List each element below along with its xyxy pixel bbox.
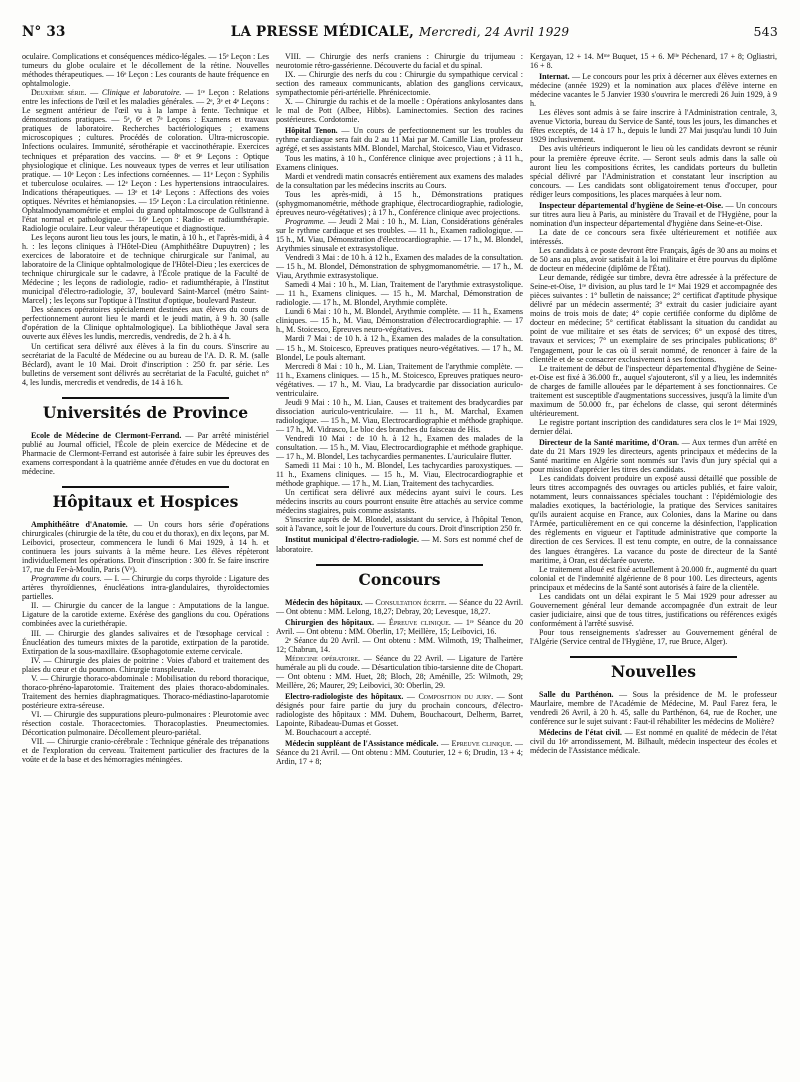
paragraph-lead-italic: Programme. [285, 216, 326, 226]
paragraph-lead-italic: Programme du cours. [31, 574, 102, 584]
paragraph: Vendredi 3 Mai : de 10 h. à 12 h., Examen des malades de la consultation. — 15 h., M. Blondel, Démonstration de sphygmomanométrie. — 17 h., M. Viau, Arythmie extrasystolique. [276, 253, 523, 281]
paragraph-lead: Inspecteur départemental d'hygiène de Seine-et-Oise. [539, 200, 724, 210]
paragraph: Tous les matins, à 10 h., Conférence clinique avec projections ; à 11 h., Examens cliniques. [276, 153, 523, 172]
paragraph-lead: Ecole de Médecine de Clermont-Ferrand. [31, 430, 182, 440]
paragraph: Jeudi 9 Mai : 10 h., M. Lian, Causes et traitement des bradycardies par dissociation auriculo-ventriculaire. — 11 h., M. Marchal, Examen radiologique. — 15 h., M. Viau, Electrocardiographie et méthode graphique. — 17 h., M. Vidrasco, Le bloc des branches du faisceau de His. [276, 397, 523, 434]
section-title: Nouvelles [610, 662, 696, 682]
paragraph-text: — Un cours hors série d'opérations chirurgicales (chirurgie de la tête, du cou et du thorax), en dix leçons, par M. Leibovici, prosecteur, commencera le lundi 6 Mai 1929, à 14 h. et continuera les jours suivants à la même heure. Les élèves répèteront individuellement les opérations. Droit d'inscription : 300 fr. Se faire inscrire 17, rue du Fer-à-Moulin, Paris (Vᵉ). [22, 519, 269, 575]
section-header [276, 564, 523, 590]
paragraph: Les candidats ont un délai expirant le 5 Mai 1929 pour adresser au Gouvernement général leur demande accompagnée d'un extrait de leur casier judiciaire, ainsi que de tous titres, justifications ou références exigés conformément à l'arrêté susvisé. [530, 591, 777, 628]
paragraph-text: — Sont désignés pour faire partie du jury du prochain concours, d'électro-radiologiste des hôpitaux : MM. Duhem, Bouchacourt, Delherm, Barret, Lapointe, Ribadeau-Dumas et Gosset. [276, 692, 523, 729]
paragraph-smallcaps: — Composition du jury. [406, 692, 494, 702]
paragraph-smallcaps: Médecine opératoire. [285, 653, 361, 663]
paragraph [276, 217, 523, 253]
journal-name: LA PRESSE MÉDICALE, [230, 24, 415, 40]
issue-date: Mercredi, 24 Avril 1929 [418, 25, 570, 39]
paragraph-lead: Electro-radiologiste des hôpitaux. [285, 692, 404, 702]
paragraph: Kergayan, 12 + 14. Mᵐᵉ Buquet, 15 + 6. Mˡˡᵉ Péchenard, 17 + 8; Ogliastri, 16 + 8. [530, 52, 777, 71]
paragraph-text: — Séance du 22 Avril. — Ligature de l'artère humérale au pli du coude. — Désarticulation tibio-tarsienne dite de Chopart. — Ont obtenu : MM. Huet, 28; Bloch, 28; Aménille, 25: Wilmoth, 29; Meillère, 26; Maurer, 29; Leibovici, 30: Oberlin, 29. [276, 653, 523, 690]
paragraph [530, 690, 777, 726]
section-header [22, 486, 269, 512]
paragraph: Les leçons auront lieu tous les jours, le matin, à 10 h., et l'après-midi, à 4 h. : les leçons cliniques à l'Hôtel-Dieu (Amphithéâtre Dupuytren) ; les exercices de laboratoire et de technique chirurgicale sur l'animal, au laboratoire de la Clinique ophtalmologique de l'Hôtel-Dieu ; les exercices de technique chirurgicale sur le cadavre, à l'École pratique de la Faculté de Médecine ; les leçons de radiologie, radio- et radiumthérapie, à l'Institut municipal d'électro-radiologie, 37, boulevard Saint-Marcel (métro Saint-Marcel) ; les leçons sur l'optique à l'Institut d'optique, boulevard Pasteur. [22, 232, 269, 306]
paragraph: Pour tous renseignements s'adresser au Gouvernement général de l'Algérie (Service central de l'Hygiène, 17, rue Bruce, Alger). [530, 627, 777, 646]
paragraph: Samedi 4 Mai : 10 h., M. Lian, Traitement de l'arythmie extrasystolique. — 11 h., Examens cliniques. — 15 h., M. Marchal, Démonstration de radiologie. — 17 h., M. Blondel, Arythmie complète. [276, 280, 523, 308]
paragraph [276, 737, 523, 766]
paragraph [22, 431, 269, 476]
paragraph: M. Bouchacourt a accepté. [285, 728, 372, 738]
paragraph-text: — 1ʳᵉ Leçon : Relations entre les infections de l'œil et les maladies générales. — 2ᵉ, 3ᵉ et 4ᵉ Leçons : Le segment antérieur de l'œil vu à la lampe à fente. Technique et démonstrations pratiques. — 5ᵉ, 6ᵉ et 7ᵉ Leçons : Examens et travaux pratiques de laboratoire. Recherches bactériologiques ; examens microscopiques ; cultures. Procédés de coloration. Ultra-microscopie. Infections oculaires. Immunité, sérothérapie et vaccinothérapie. Exercices techniques et préparation des vaccins. — 8ᵉ et 9ᵉ Leçons : Optique physiologique et clinique. Les nouveaux types de verres et leur utilisation pratique. — 10ᵉ Leçon : Les infections cornéennes. — 11ᵉ Leçon : Syphilis et tuberculose oculaires. — 12ᵉ Leçon : Les hypertensions intraoculaires. Indications thérapeutiques. — 13ᵉ et 14ᵉ Leçons : Affections des voies optiques. Névrites et hémianopsies. — 15ᵉ Leçon : La circulation rétinienne. Ophtalmodynamométrie et emploi du grand ophtalmoscope de Gullstrand à l'état normal et pathologique. — 16ᵉ Leçon : Radio- et radiumthérapie. Radiologie oculaire. Leur valeur thérapeutique et diagnostique. [22, 88, 269, 233]
paragraph-text: — Un cours de perfectionnement sur les troubles du rythme cardiaque sera fait du 2 au 11 Mai par M. Camille Lian, professeur agrégé, et ses assistants MM. Blondel, Marchal, Stoicesco, Viau et Vidrasco. [276, 126, 523, 154]
section-rule [62, 486, 229, 488]
paragraph: IV. — Chirurgie des plaies de poitrine : Voies d'abord et traitement des plaies du cœur et du poumon. Chirurgie transpleurale. [22, 655, 269, 674]
paragraph-text: — Est nommé en qualité de médecin de l'état civil du 16ᵉ arrondissement, M. Bilhault, médecin inspecteur des écoles et médecin de l'Assistance médicale. [530, 728, 777, 756]
paragraph-lead: Médecin des hôpitaux. [285, 597, 363, 607]
paragraph: Vendredi 10 Mai : de 10 h. à 12 h., Examen des malades de la consultation. — 15 h., M. Viau, Electrocardiographie et méthode graphique. — 17 h., M. Blondel, Les tachycardies permanentes. L'auriculaire flutter. [276, 433, 523, 462]
page-header [22, 24, 778, 42]
section-header [22, 397, 269, 423]
paragraph: oculaire. Complications et conséquences médico-légales. — 15ᵉ Leçon : Les tumeurs du globe oculaire et le décollement de la rétine. Nouvelles méthodes thérapeutiques. — 16ᵉ Leçon : Les courants de haute fréquence en ophtalmologie. [22, 52, 269, 89]
paragraph [530, 436, 777, 474]
paragraph-lead: Amphithéâtre d'Anatomie. [31, 519, 128, 529]
paragraph: Tous les après-midi, à 15 h., Démonstrations pratiques (sphygmomanométrie, méthode graphique, électrocardiographie, radiologie, épreuves neuro-végétatives) ; à 17 h., Conférence clinique avec projections. [276, 189, 523, 217]
paragraph [276, 533, 523, 553]
section-title: Concours [358, 569, 441, 589]
section-title: Hôpitaux et Hospices [52, 491, 239, 511]
column-2 [276, 52, 523, 1070]
paragraph: Le registre portant inscription des candidatures sera clos le 1ᵉʳ Mai 1929, dernier délai. [530, 417, 777, 436]
paragraph: Les candidats doivent produire un exposé aussi détaillé que possible de leurs titres accompagnés des ouvrages ou articles publiés, et faire valoir, notamment, leurs connaissances spéciales touchant : l'épidémiologie des maladies exotiques, la bactériologie, la pratique des Services sanitaires qu'ils auraient acquise en France, aux Colonies, dans la Marine ou dans l'Armée, particulièrement en ce qui concerne la désinfection, l'application des règlements en vigueur et l'aptitude administrative que comporte la direction de ces Services. Il est tenu compte, en outre, de la connaissance des langues étrangères. La vacance du poste de directeur de la Santé maritime, à Oran, est déclarée ouverte. [530, 474, 777, 565]
paragraph: Mercredi 8 Mai : 10 h., M. Lian, Traitement de l'arythmie complète. — 11 h., Examens cliniques. — 15 h., M. Stoicesco, Epreuves pratiques neuro-végétatives. — 17 h., M. Viau, La bradycardie par dissociation auriculo-ventriculaire. [276, 361, 523, 398]
paragraph: IX. — Chirurgie des nerfs du cou : Chirurgie du sympathique cervical : section des rameaux communicants, ablation des ganglions cervicaux, sympathectomie péri-artérielle. Phrénicectomie. [276, 70, 523, 98]
paragraph: Leur demande, rédigée sur timbre, devra être adressée à la préfecture de Seine-et-Oise, 1ʳᵉ division, au plus tard le 1ᵉʳ Mai 1929 et accompagnée des pièces suivantes : 1° bulletin de naissance; 2° certificat d'aptitude physique délivré par un médecin assermenté; 3° extrait du casier judiciaire ayant moins de trois mois de date; 4° copie certifiée conforme du diplôme de docteur en médecine; 5° certificat établissant la situation du candidat au point de vue militaire et ses états de services; 6° un exposé des titres, travaux et services; 7° un exemplaire de ses principales publications; 8° l'engagement, pour le cas où il serait nommé, de renoncer à faire de la clientèle et de se consacrer exclusivement à ses fonctions. [530, 273, 777, 364]
paragraph: Mardi 7 Mai : de 10 h. à 12 h., Examen des malades de la consultation. — 15 h., M. Stoicesco, Epreuves pratiques neuro-végétatives. — 17 h., M. Blondel, Le pouls alternant. [276, 334, 523, 362]
paragraph: Les candidats à ce poste devront être Français, âgés de 30 ans au moins et de 50 ans au plus, avoir satisfait à la loi militaire et être pourvus du diplôme de docteur en médecine (diplôme de l'État). [530, 245, 777, 274]
paragraph-text: — Séance du 22 Avril. — Ont obtenu : MM. Lelong, 18,27; Debray, 20; Levesque, 18,27. [276, 597, 523, 616]
section-rule [316, 564, 483, 566]
paragraph-text: — Par arrêté ministériel publié au Journal officiel, l'École de plein exercice de Médecine et de Pharmacie de Clermont-Ferrand est autorisée à faire subir les épreuves des examens correspondant à la quatrième année d'études en vue du doctorat en médecine. [22, 430, 269, 476]
newspaper-title [22, 24, 778, 40]
paragraph-smallcaps: — Consultation écrite. [364, 597, 447, 607]
paragraph: VII. — Chirurgie cranio-cérébrale : Technique générale des trépanations et de l'exploration du cerveau. Traitement particulier des fractures de la voûte et de la base et des hémorragies méningées. [22, 737, 269, 765]
paragraph: Un certificat sera délivré aux élèves à la fin du cours. S'inscrire au secrétariat de la Faculté de Médecine ou au bureau de l'A. D. R. M. (salle Béclard), avant le 10 Mai. Droit d'inscription : 250 fr. par série. Les bulletins de versement sont délivrés au secrétariat de la Faculté, guichet n° 4, les lundis, mercredis et vendredis, de 14 à 16 h. [22, 341, 269, 387]
paragraph: Samedi 11 Mai : 10 h., M. Blondel, Les tachycardies paroxystiques. — 11 h., Examens cliniques. — 15 h., M. Viau, Electrocardiographie et méthode graphique. — 17 h., M. Lian, Traitement des tachycardies. [276, 461, 523, 489]
paragraph [530, 70, 777, 108]
paragraph-lead: Médecin suppléant de l'Assistance médicale. [285, 739, 439, 749]
paragraph-text: — Un concours sur titres aura lieu à Paris, au ministère du Travail et de l'Hygiène, pour la nomination d'un inspecteur départemental d'hygiène dans Seine-et-Oise. [530, 200, 777, 228]
paragraph: Deuxième série. — Clinique et laboratoire. — 1ʳᵉ Leçon : Relations entre les infections de l'œil et les maladies générales. — 2ᵉ, 3ᵉ et 4ᵉ Leçons : Le segment antérieur de l'œil vu à la lampe à fente. Technique et démonstrations pratiques. — 5ᵉ, 6ᵉ et 7ᵉ Leçons : Examens et travaux pratiques de laboratoire. Recherches bactériologiques ; examens microscopiques ; cultures. Procédés de coloration. Ultra-microscopie. Infections oculaires. Immunité, sérothérapie et vaccinothérapie. Exercices techniques et préparation des vaccins. — 8ᵉ et 9ᵉ Leçons : Optique physiologique et clinique. Les nouveaux types de verres et leur utilisation pratique. — 10ᵉ Leçon : Les infections cornéennes. — 11ᵉ Leçon : Syphilis et tuberculose oculaires. — 12ᵉ Leçon : Les hypertensions intraoculaires. Indications thérapeutiques. — 13ᵉ et 14ᵉ Leçons : Affections des voies optiques. Névrites et hémianopsies. — 15ᵉ Leçon : La circulation rétinienne. Ophtalmodynamométrie et emploi du grand ophtalmoscope de Gullstrand à l'état normal et pathologique. — 16ᵉ Leçon : Radio- et radiumthérapie. Radiologie oculaire. Leur valeur thérapeutique et diagnostique. [22, 88, 269, 233]
paragraph-lead: Salle du Parthénon. [539, 690, 614, 700]
paragraph-lead-italic: Clinique et laboratoire. [101, 88, 182, 98]
paragraph-lead: Médecins de l'état civil. [539, 728, 622, 738]
issue-number: N° 33 [22, 24, 66, 40]
paragraph: VI. — Chirurgie des suppurations pleuro-pulmonaires : Pleurotomie avec résection costale. Thoracectomies. Thoracoplasties. Pneumectomies. Décortication pulmonaire. Décollement pleuro-pariétal. [22, 709, 269, 738]
paragraph: Un certificat sera délivré aux médecins ayant suivi le cours. Les médecins inscrits au cours pourront ensuite être attachés au service comme médecins stagiaires, puis comme assistants. [276, 488, 523, 516]
paragraph-lead: Institut municipal d'électro-radiologie. [285, 535, 419, 545]
paragraph: S'inscrire auprès de M. Blondel, assistant du service, à l'hôpital Tenon, soit à l'avance, soit le jour de l'ouverture du cours. Droit d'inscription 250 fr. [276, 515, 523, 534]
paragraph-smallcaps: — Epreuve clinique. [440, 739, 513, 749]
column-1 [22, 52, 269, 1070]
paragraph [276, 690, 523, 728]
paragraph-text: — Jeudi 2 Mai : 10 h., M. Lian, Considérations générales sur le rythme cardiaque et ses troubles. — 11 h., Examen radiologique. — 15 h., M. Viau, Démonstration d'électrocardiographie. — 17 h., M. Blondel, Arythmies sinusale et extrasystolique. [276, 216, 523, 253]
paragraph-smallcaps: — Épreuve clinique. [377, 617, 451, 627]
paragraph [276, 616, 523, 636]
paragraph-text: — Aux termes d'un arrêté en date du 21 Mars 1929 les directeurs, agents principaux et médecins de la Santé maritime en Algérie sont nommés sur l'avis d'un jury spécial qui a pour mission d'apprécier les titres des candidats. [530, 437, 777, 475]
paragraph-text: — Sous la présidence de M. le professeur Maurlaire, membre de l'Académie de Médecine, M. Paul Farez fera, le vendredi 26 Avril, à 20 h. 45, salle du Parthénon, 64, rue de Rocher, une conférence sur le sujet suivant : Faut-il réhabiliter les médecins de Molière? [530, 690, 777, 727]
paragraph: III. — Chirurgie des glandes salivaires et de l'œsophage cervical : Énucléation des tumeurs mixtes de la parotide, extirpation de la parotide. Extirpation de la sous-maxillaire. Œsophagotomie externe cervicale. [22, 628, 269, 656]
paragraph [530, 726, 777, 755]
paragraph: 2ᵉ Séance du 20 Avril. — Ont obtenu : MM. Wilmoth, 19; Thalheimer, 12; Chabrun, 14. [276, 635, 523, 654]
section-rule [62, 397, 229, 399]
paragraph [276, 598, 523, 616]
paragraph-lead: Chirurgien des hôpitaux. [285, 617, 374, 627]
paragraph: Mardi et vendredi matin consacrés entièrement aux examens des malades de la consultation par les médecins inscrits au Cours. [276, 171, 523, 190]
paragraph-text: — I. — Chirurgie du corps thyroïde : Ligature des artères thyroïdiennes, énucléations intra-glandulaires, thyroïdectomies partielles. [22, 574, 269, 602]
paragraph [276, 654, 523, 690]
paragraph-lead: Directeur de la Santé maritime, d'Oran. [539, 437, 680, 447]
paragraph-lead: Hôpital Tenon. [285, 126, 338, 136]
paragraph-text: — M. Sors est nommé chef de laboratoire. [276, 535, 523, 554]
paragraph [22, 574, 269, 601]
paragraph: Des séances opératoires spécialement destinées aux élèves du cours de perfectionnement auront lieu le mardi et le jeudi matin, à 9 h. 30 (salle d'opération de la Clinique ophtalmologique). La bibliothèque Javal sera ouverte aux élèves les lundis, mercredis, vendredis, de 2 h. à 4 h. [22, 305, 269, 342]
section-rule [570, 656, 737, 658]
paragraph: Des avis ultérieurs indiqueront le lieu où les candidats devront se réunir pour la première épreuve écrite. — Seront seuls admis dans la salle où auront lieu les compositions écrites, les candidats porteurs du bulletin spécial délivré par l'Administration et constatant leur inscription au concours. — Les candidats sont obligatoirement tenus d'occuper, pour rédiger leurs compositions, les places marquées à leur nom. [530, 144, 777, 199]
column-3 [530, 52, 777, 1070]
paragraph [22, 520, 269, 574]
paragraph [530, 199, 777, 228]
paragraph: Le traitement de début de l'inspecteur départemental d'hygiène de Seine-et-Oise est fixé à 36.000 fr., auquel s'ajouteront, s'il y a lieu, les indemnités de charges de famille allouées par le département à ses fonctionnaires. Ce traitement est susceptible d'augmentations successives, jusqu'à la limite d'un maximum de 50.000 fr., par échelons de classe, qui seront déterminés ultérieurement. [530, 363, 777, 418]
section-header [530, 656, 777, 682]
paragraph-text: — 1ʳᵉ Séance du 20 Avril. — Ont obtenu : MM. Oberlin, 17; Meillère, 15; Leibovici, 16. [276, 617, 523, 636]
page-number: 543 [753, 24, 778, 39]
paragraph-text: — Le concours pour les prix à décerner aux élèves externes en médecine (année 1929) et la nomination aux places d'élève interne en médecine vacantes le 5 Janvier 1930 s'ouvrira le mercredi 26 Juin 1929, à 9 h. [530, 72, 777, 109]
paragraph-lead: Deuxième série. [31, 88, 87, 98]
paragraph: Le traitement alloué est fixé actuellement à 20.000 fr., augmenté du quart colonial et de l'indemnité algérienne de 8 pour 100. Les directeurs, agents principaux et médecins de la Santé sont autorisés à faire de la clientèle. [530, 564, 777, 592]
paragraph: X. — Chirurgie du rachis et de la moelle : Opérations ankylosantes dans le mal de Pott (Albee, Hibbs). Laminectomies. Section des racines postérieures. Cordotomie. [276, 97, 523, 125]
paragraph-text: — Séance du 21 Avril. — Ont obtenu : MM. Couturier, 12 + 6; Drudin, 13 + 4; Ardin, 17 + 8; [276, 739, 523, 767]
paragraph: Les élèves sont admis à se faire inscrire à l'Administration centrale, 3, avenue Victoria, bureau du Service de Santé, tous les jours, les dimanches et fêtes exceptés, de 14 à 17 h., depuis le lundi 27 Mai jusqu'au lundi 10 Juin 1929 inclusivement. [530, 108, 777, 145]
paragraph: La date de ce concours sera fixée ultérieurement et notifiée aux intéressés. [530, 227, 777, 246]
paragraph: Lundi 6 Mai : 10 h., M. Blondel, Arythmie complète. — 11 h., Examens cliniques. — 15 h., M. Viau, Démonstration d'électrocardiographie. — 17 h., M. Stoicesco, Epreuves neuro-végétatives. [276, 307, 523, 335]
paragraph [276, 124, 523, 153]
paragraph: V. — Chirurgie thoraco-abdominale : Mobilisation du rebord thoracique, thoraco-phréno-laparotomie. Traitement des plaies thoraco-abdominales. Traitement des hernies diaphragmatiques. Thoraco-médiastino-laparotomie postérieure extra-séreuse. [22, 673, 269, 710]
paragraph: II. — Chirurgie du cancer de la langue : Amputations de la langue. Ligature de la carotide externe. Exérèse des ganglions du cou. Opérations combinées avec la curiethérapie. [22, 601, 269, 629]
paragraph-lead: Internat. [539, 72, 570, 82]
paragraph: VIII. — Chirurgie des nerfs craniens : Chirurgie du trijumeau : neurotomie rétro-gassérienne. Découverte du facial et du spinal. [276, 52, 523, 71]
section-title: Universités de Province [42, 402, 249, 422]
